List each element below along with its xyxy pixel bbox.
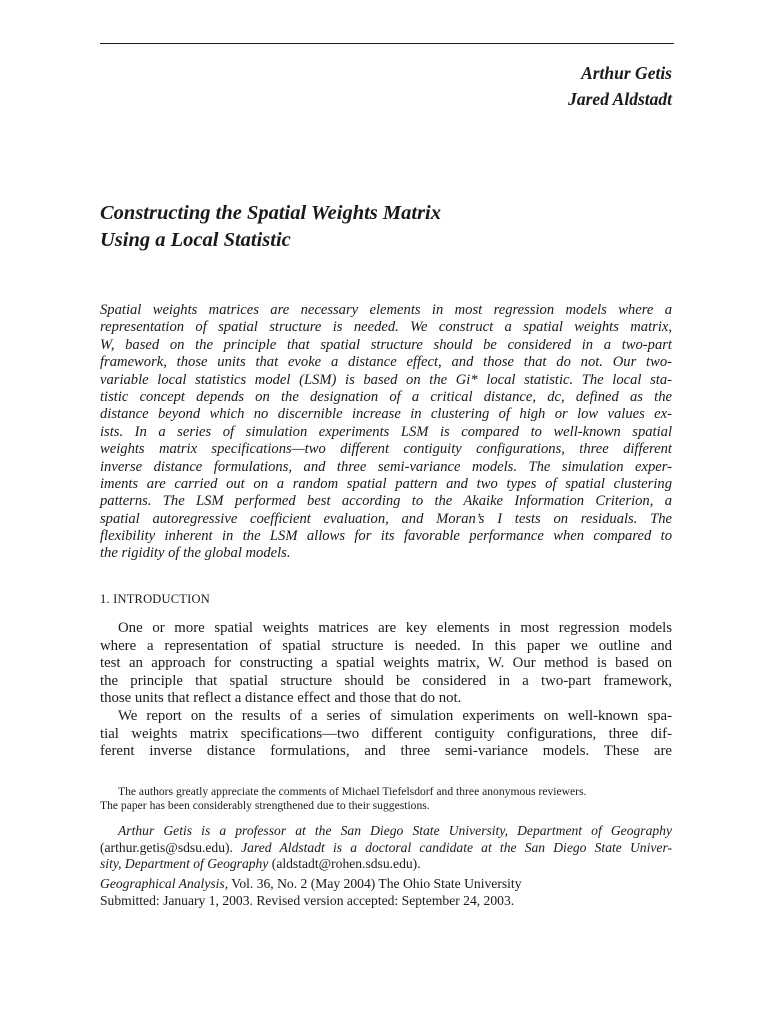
affiliation-line (100, 840, 672, 857)
abstract-line: flexibility inherent in the LSM allows for its favorable performance when compared to (100, 528, 672, 545)
affiliation-line: Arthur Getis is a professor at the San Diego State University, Department of Geography (118, 823, 672, 838)
email-text: (arthur.getis@sdsu.edu). (100, 839, 242, 855)
abstract-line: framework, those units that evoke a distance effect, and those that do not. Our two- (100, 354, 672, 371)
header-rule (100, 43, 674, 44)
section-heading: 1. INTRODUCTION (100, 592, 210, 606)
abstract-line: patterns. The LSM performed best according to the Akaike Information Criterion, a (100, 493, 672, 510)
author-list (568, 60, 672, 112)
affiliation-text: Jared Aldstadt is a doctoral candidate at the San Diego State Univer- (241, 839, 672, 855)
body-line: where a representation of spatial structure is needed. In this paper we outline and (100, 637, 672, 654)
author-name: Jared Aldstadt (568, 89, 672, 109)
journal-info (100, 876, 672, 909)
affiliation-line (100, 856, 672, 873)
abstract-line: inverse distance formulations, and three semi-variance models. The simulation exper- (100, 458, 672, 475)
body-line: those units that reflect a distance effect and those that do not. (100, 690, 462, 707)
email-text: (aldstadt@rohen.sdsu.edu). (271, 856, 421, 871)
body-line: We report on the results of a series of simulation experiments on well-known spa- (118, 707, 672, 724)
abstract-line: tistic concept depends on the designation of a critical distance, dc, defined as the (100, 388, 672, 405)
abstract-line: representation of spatial structure is needed. We construct a spatial weights matrix, (100, 319, 672, 336)
author-name: Arthur Getis (581, 63, 672, 83)
submission-dates: Submitted: January 1, 2003. Revised version accepted: September 24, 2003. (100, 892, 515, 908)
paper-title (100, 200, 441, 254)
title-line: Constructing the Spatial Weights Matrix (100, 202, 442, 224)
abstract-line: Spatial weights matrices are necessary elements in most regression models where a (100, 302, 672, 318)
abstract-line: ists. In a series of simulation experiments LSM is compared to well-known spatial (100, 423, 672, 440)
body-line: test an approach for constructing a spatial weights matrix, W. Our method is based on (100, 655, 672, 672)
author-affiliation (100, 823, 672, 873)
footnote-line: The paper has been considerably strengthened due to their suggestions. (100, 798, 430, 812)
affiliation-text: sity, Department of Geography (100, 856, 272, 871)
title-line: Using a Local Statistic (100, 229, 291, 251)
footnote-line: The authors greatly appreciate the comments of Michael Tiefelsdorf and three anonymous reviewers. (118, 785, 587, 798)
abstract-line: weights matrix specifications—two different contiguity configurations, three different (100, 441, 672, 458)
abstract-line: distance beyond which no discernible increase in clustering of high or low values ex- (100, 406, 672, 423)
body-line: One or more spatial weights matrices are key elements in most regression models (118, 620, 672, 636)
journal-name: Geographical Analysis, (100, 876, 229, 891)
body-line: tial weights matrix specifications—two different contiguity configurations, three dif- (100, 725, 672, 742)
abstract (100, 302, 672, 563)
body-line: ferent inverse distance formulations, and three semi-variance models. These are (100, 743, 672, 760)
journal-issue: Vol. 36, No. 2 (May 2004) The Ohio State University (228, 876, 522, 891)
abstract-line: spatial autoregressive coefficient evaluation, and Moran’s I tests on residuals. The (100, 510, 672, 527)
acknowledgment-footnote (100, 785, 672, 812)
abstract-line: W, based on the principle that spatial structure should be considered in a two-part (100, 336, 672, 353)
body-line: the principle that spatial structure should be considered in a two-part framework, (100, 672, 672, 689)
abstract-line: iments are carried out on a random spatial pattern and two types of spatial clustering (100, 475, 672, 492)
abstract-line: the rigidity of the global models. (100, 545, 291, 562)
introduction-body (100, 620, 672, 761)
journal-line (100, 876, 672, 893)
abstract-line: variable local statistics model (LSM) is based on the Gi* local statistic. The local sta- (100, 371, 672, 388)
